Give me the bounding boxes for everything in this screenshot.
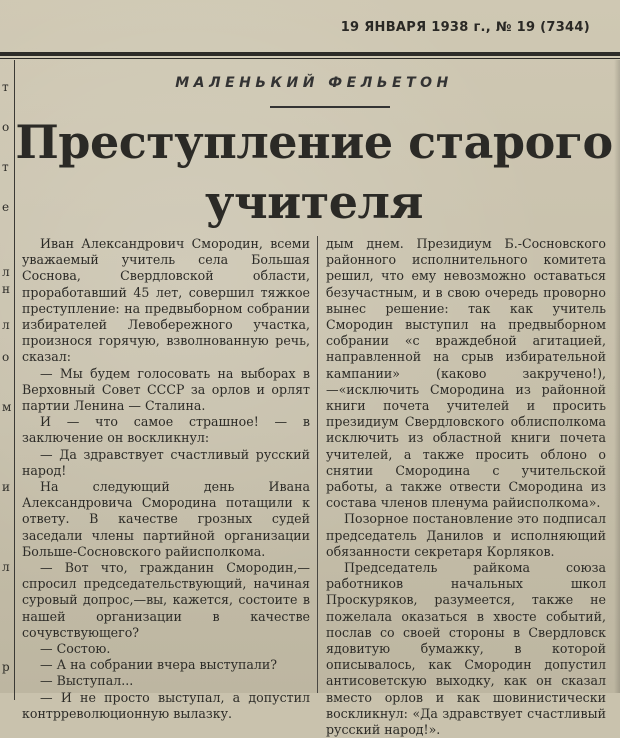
paragraph: Председатель райкома союза работников начальных школ Проскуряков, разумеется, также не пожелала оказаться в хвосте событий, послав со своей стороны в Свердловск ядовитую бумажку, в которой описывалось, как Смородин допустил антисоветскую выходку, как он сказал вместо орлов и как шовинистически воскликнул: «Да здравствует счастливый русский народ!». <box>326 560 606 738</box>
paragraph: — Да здравствует счастливый русский народ! <box>22 446 310 478</box>
headline-line-1: Преступление старого <box>15 115 613 169</box>
paragraph: — Выступал... <box>40 673 134 689</box>
paragraph: — Мы будем голосовать на выборах в Верховный Совет СССР за орлов и орлят партии Ленина — Сталина. <box>22 365 310 414</box>
paragraph: И — что самое страшное! — в заключение он воскликнул: <box>22 414 310 446</box>
margin-letter: т <box>2 160 9 174</box>
paragraph: дым днем. Президиум Б.-Сосновского районного исполнительного комитета решил, что ему невозможно оставаться безучастным, и в свою очередь проворно вынес решение: так как учитель Смородин выступил на предвыборном собрании «с враждебной агитацией, направленной на срыв избирательной кампании» (каково закручено!),—«исключить Смородина из районной книги почета учителей и просить президиум Свердловского облисполкома исключить из областной книги почета учителей, а также просить облоно о снятии Смородина с учительской работы, а также отвести Смородина из состава членов пленума райисполкома». <box>326 236 606 511</box>
paragraph: На следующий день Ивана Александровича Смородина потащили к ответу. В качестве грозных судей заседали члены партийной организации Больше-Сосновского райисполкома. <box>22 479 310 559</box>
paragraph: — А на собрании вчера выступали? <box>40 657 278 673</box>
issue-date: 19 ЯНВАРЯ 1938 г., № 19 (7344) <box>340 20 590 35</box>
rubric-underline <box>270 106 390 108</box>
headline-line-2: учителя <box>205 175 423 229</box>
margin-letter: л <box>2 560 10 574</box>
paragraph: Иван Александрович Смородин, всеми уважаемый учитель села Большая Соснова, Свердловской области, проработавший 45 лет, совершил тяжкое преступление: на предвыборном собрании избирателей Левобережного участка, произнося горячую, взволнованную речь, сказал: <box>22 236 310 365</box>
column-divider <box>317 236 318 693</box>
margin-letter: о <box>2 350 10 364</box>
rubric-label: МАЛЕНЬКИЙ ФЕЛЬЕТОН <box>175 75 453 91</box>
margin-letter: о <box>2 120 10 134</box>
margin-letter: и <box>2 480 10 494</box>
margin-letter: р <box>2 660 10 674</box>
article-headline <box>14 112 614 232</box>
header-rule <box>0 52 620 56</box>
margin-letter: н <box>2 282 10 296</box>
paragraph: — Вот что, гражданин Смородин,— спросил председательствующий, начиная суровый допрос,—вы, кажется, состоите в нашей организации в качестве сочувствующего? <box>22 560 310 640</box>
article-column-1 <box>22 236 310 722</box>
paragraph: — И не просто выступал, а допустил контрреволюционную вылазку. <box>22 689 310 721</box>
page-edge-shadow <box>614 60 620 693</box>
margin-letter: л <box>2 265 10 279</box>
margin-letter: л <box>2 318 10 332</box>
left-margin-column <box>0 60 15 700</box>
margin-letter: е <box>2 200 10 214</box>
header-rule-thin <box>0 58 620 59</box>
margin-letter: м <box>2 400 12 414</box>
paragraph: — Состою. <box>40 641 111 657</box>
paragraph: Позорное постановление это подписал председатель Данилов и исполняющий обязанности секретаря Корляков. <box>326 511 606 559</box>
margin-letter: т <box>2 80 9 94</box>
article-column-2 <box>326 236 606 738</box>
